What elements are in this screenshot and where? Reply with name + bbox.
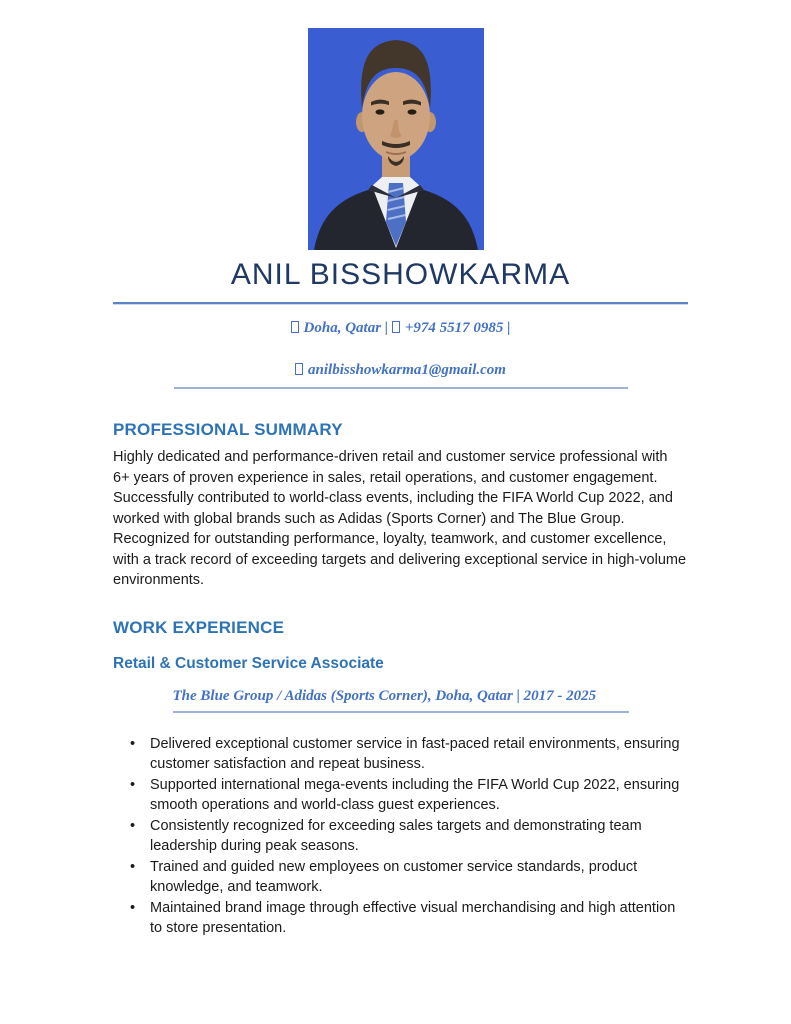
experience-bullet-list <box>113 734 688 938</box>
experience-bullet: • Consistently recognized for exceeding sales targets and demonstrating team leadership during peak seasons. <box>150 816 688 856</box>
experience-section-title: WORK EXPERIENCE <box>113 617 285 637</box>
phone-text: +974 5517 0985 | <box>404 320 511 336</box>
profile-photo <box>308 28 484 250</box>
experience-bullet: • Supported international mega-events including the FIFA World Cup 2022, ensuring smooth operations and world-class guest experiences. <box>150 775 688 815</box>
candidate-name: ANIL BISSHOWKARMA <box>230 258 571 291</box>
summary-paragraph: Highly dedicated and performance-driven retail and customer service professional with 6+ years of proven experience in sales, retail operations, and customer engagement. Successfully contributed to world-class events, including the FIFA World Cup 2022, and worked with global brands such as Adidas (Sports Corner) and The Blue Group. Recognized for outstanding performance, loyalty, teamwork, and customer excellence, with a track record of exceeding targets and delivering exceptional service in high-volume environments. <box>113 449 687 588</box>
email-text: anilbisshowkarma1@gmail.com <box>308 362 506 378</box>
contact-line-location-phone <box>113 320 688 337</box>
location-icon <box>291 321 299 333</box>
phone-icon <box>392 321 400 333</box>
resume-content <box>113 256 688 939</box>
experience-bullet: • Delivered exceptional customer service in fast-paced retail environments, ensuring customer satisfaction and repeat business. <box>150 734 688 774</box>
job-role-title: Retail & Customer Service Associate <box>113 654 384 672</box>
company-and-dates-line: The Blue Group / Adidas (Sports Corner), Doha, Qatar | 2017 - 2025 <box>173 688 629 713</box>
location-text: Doha, Qatar | <box>303 320 389 336</box>
experience-bullet: • Trained and guided new employees on customer service standards, product knowledge, and teamwork. <box>150 857 688 897</box>
experience-bullet: • Maintained brand image through effective visual merchandising and high attention to store presentation. <box>150 898 688 938</box>
email-icon <box>295 363 303 375</box>
summary-section-title: PROFESSIONAL SUMMARY <box>113 420 343 439</box>
contact-divider-rule <box>174 387 628 389</box>
name-divider-rule <box>113 302 688 304</box>
portrait-illustration <box>308 28 484 250</box>
contact-line-email <box>113 362 688 379</box>
